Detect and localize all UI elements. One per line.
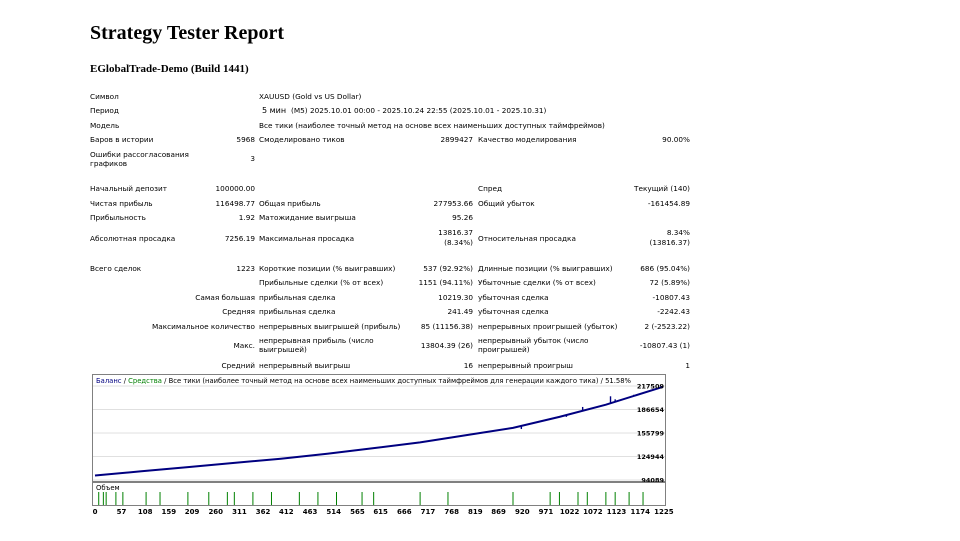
rel-dd-value-a: 8.34% xyxy=(666,228,690,237)
average-loss-value: -2242.43 xyxy=(657,307,690,316)
y-tick-label: 94089 xyxy=(641,476,664,482)
x-tick-label: 412 xyxy=(279,508,294,516)
errors-value: 3 xyxy=(250,154,255,163)
largest-loss-value: -10807.43 xyxy=(652,293,690,302)
spread-label: Спред xyxy=(478,184,503,193)
profit-trades-label: Прибыльные сделки (% от всех) xyxy=(259,278,384,287)
loss-trades-value: 72 (5.89%) xyxy=(649,278,690,287)
x-tick-label: 514 xyxy=(326,508,342,516)
report-title: Strategy Tester Report xyxy=(90,22,285,44)
balance-chart xyxy=(92,374,666,482)
expected-label: Матожидание выигрыша xyxy=(259,213,356,222)
max-cons-loss-value: -10807.43 (1) xyxy=(639,341,690,350)
x-tick-label: 615 xyxy=(373,508,388,516)
x-tick-label: 1123 xyxy=(606,508,627,516)
x-tick-label: 666 xyxy=(396,508,412,516)
max-label: Макс. xyxy=(233,341,255,350)
pf-label: Прибыльность xyxy=(90,213,146,222)
x-tick-label: 1225 xyxy=(654,508,674,516)
legend-sep: / xyxy=(121,377,129,385)
model-label: Модель xyxy=(90,121,120,130)
period-value-b: (M5) 2025.10.01 00:00 - 2025.10.24 22:55 (2025.10.01 - 2025.10.31) xyxy=(291,106,547,115)
rel-dd-value-b: (13816.37) xyxy=(649,238,690,247)
max-dd-value-a: 13816.37 xyxy=(438,228,473,237)
bars-value: 5968 xyxy=(236,135,255,144)
symbol-value: XAUUSD (Gold vs US Dollar) xyxy=(259,92,362,101)
x-tick-label: 260 xyxy=(208,508,224,516)
gross-profit-value: 277953.66 xyxy=(433,199,473,208)
quality-label: Качество моделирования xyxy=(478,135,577,144)
largest-label: Самая большая xyxy=(195,293,255,302)
gross-loss-value: -161454.89 xyxy=(647,199,690,208)
legend-equity: Средства xyxy=(128,377,162,385)
max-dd-value-b: (8.34%) xyxy=(444,238,473,247)
x-tick-label: 869 xyxy=(491,508,506,516)
chart-legend xyxy=(96,377,632,385)
max-wins-label: непрерывных выигрышей (прибыль) xyxy=(259,322,401,331)
pf-value: 1.92 xyxy=(238,213,255,222)
largest-loss-label: убыточная сделка xyxy=(478,293,549,302)
y-tick-label: 217509 xyxy=(636,382,664,391)
avg-wins-value: 16 xyxy=(463,361,473,370)
x-axis xyxy=(92,506,674,518)
volume-chart xyxy=(92,482,666,506)
x-tick-label: 209 xyxy=(184,508,200,516)
x-tick-label: 819 xyxy=(468,508,483,516)
max-dd-label: Максимальная просадка xyxy=(259,234,355,243)
x-tick-label: 311 xyxy=(232,508,247,516)
max-wins-value: 85 (11156.38) xyxy=(420,322,473,331)
spread-value: Текущий (140) xyxy=(634,184,690,193)
report-subtitle: EGlobalTrade-Demo (Build 1441) xyxy=(90,63,249,75)
model-value: Все тики (наиболее точный метод на основе всех наименьших доступных таймфреймов) xyxy=(259,121,605,130)
bars-label: Баров в истории xyxy=(90,135,154,144)
expected-value: 95.26 xyxy=(452,213,473,222)
average-loss-label: убыточная сделка xyxy=(478,307,549,316)
short-value: 537 (92.92%) xyxy=(423,264,473,273)
max-losses-label: непрерывных проигрышей (убыток) xyxy=(478,322,618,331)
rel-dd-label: Относительная просадка xyxy=(478,234,576,243)
x-tick-label: 1072 xyxy=(583,508,603,516)
average-profit-label: прибыльная сделка xyxy=(259,307,336,316)
y-tick-label: 124944 xyxy=(636,453,664,461)
long-label: Длинные позиции (% выигравших) xyxy=(478,264,613,273)
x-tick-label: 920 xyxy=(514,508,530,516)
x-tick-label: 717 xyxy=(420,508,436,516)
x-tick-label: 108 xyxy=(137,508,153,516)
ticks-label: Смоделировано тиков xyxy=(259,135,345,144)
loss-trades-label: Убыточные сделки (% от всех) xyxy=(478,278,596,287)
period-label: Период xyxy=(90,106,119,115)
net-value: 116498.77 xyxy=(215,199,255,208)
ticks-value: 2899427 xyxy=(440,135,473,144)
max-count-label: Максимальное количество xyxy=(151,322,255,331)
profit-trades-value: 1151 (94.11%) xyxy=(418,278,473,287)
avg-wins-label: непрерывный выигрыш xyxy=(259,361,351,370)
gross-loss-label: Общий убыток xyxy=(478,199,535,208)
long-value: 686 (95.04%) xyxy=(640,264,690,273)
average-profit-value: 241.49 xyxy=(447,307,473,316)
y-tick-label: 186654 xyxy=(636,406,664,414)
x-tick-label: 565 xyxy=(350,508,365,516)
abs-dd-value: 7256.19 xyxy=(224,234,255,243)
largest-profit-value: 10219.30 xyxy=(438,293,473,302)
max-cons-profit-label: непрерывная прибыль (число выигрышей) xyxy=(259,336,374,354)
total-trades-label: Всего сделок xyxy=(90,264,142,273)
y-tick-label: 155799 xyxy=(636,429,664,438)
total-trades-value: 1223 xyxy=(236,264,255,273)
abs-dd-label: Абсолютная просадка xyxy=(90,234,176,243)
average-label: Средняя xyxy=(222,307,255,316)
short-label: Короткие позиции (% выигравших) xyxy=(259,264,396,273)
legend-balance: Баланс xyxy=(96,377,122,385)
deposit-label: Начальный депозит xyxy=(90,184,167,193)
volume-frame xyxy=(93,483,666,506)
x-tick-label: 57 xyxy=(116,508,127,516)
gross-profit-label: Общая прибыль xyxy=(259,199,321,208)
legend-rest: / Все тики (наиболее точный метод на основе всех наименьших доступных таймфреймов для генерации каждого тика) / 51.58% xyxy=(161,377,632,385)
period-value-a: 5 мин xyxy=(262,106,287,115)
volume-label: Объем xyxy=(96,484,120,492)
max-cons-profit-value: 13804.39 (26) xyxy=(420,341,473,350)
x-tick-label: 0 xyxy=(92,508,98,516)
errors-label: Ошибки рассогласования графиков xyxy=(90,150,189,168)
avg-losses-label: непрерывный проигрыш xyxy=(478,361,573,370)
x-tick-label: 768 xyxy=(444,508,459,516)
chart-frame xyxy=(93,375,666,482)
x-tick-label: 463 xyxy=(302,508,318,516)
x-tick-label: 1022 xyxy=(559,508,580,516)
max-losses-value: 2 (-2523.22) xyxy=(644,322,690,331)
avg-losses-value: 1 xyxy=(685,361,690,370)
symbol-label: Символ xyxy=(90,92,119,101)
x-tick-label: 971 xyxy=(538,508,554,516)
deposit-value: 100000.00 xyxy=(215,184,255,193)
x-tick-label: 1174 xyxy=(630,508,650,516)
x-tick-label: 362 xyxy=(255,508,271,516)
avg-label: Средний xyxy=(221,361,255,370)
largest-profit-label: прибыльная сделка xyxy=(259,293,336,302)
max-cons-loss-label: непрерывный убыток (число проигрышей) xyxy=(478,336,589,354)
x-tick-label: 159 xyxy=(161,508,177,516)
net-label: Чистая прибыль xyxy=(90,199,153,208)
quality-value: 90.00% xyxy=(662,135,690,144)
